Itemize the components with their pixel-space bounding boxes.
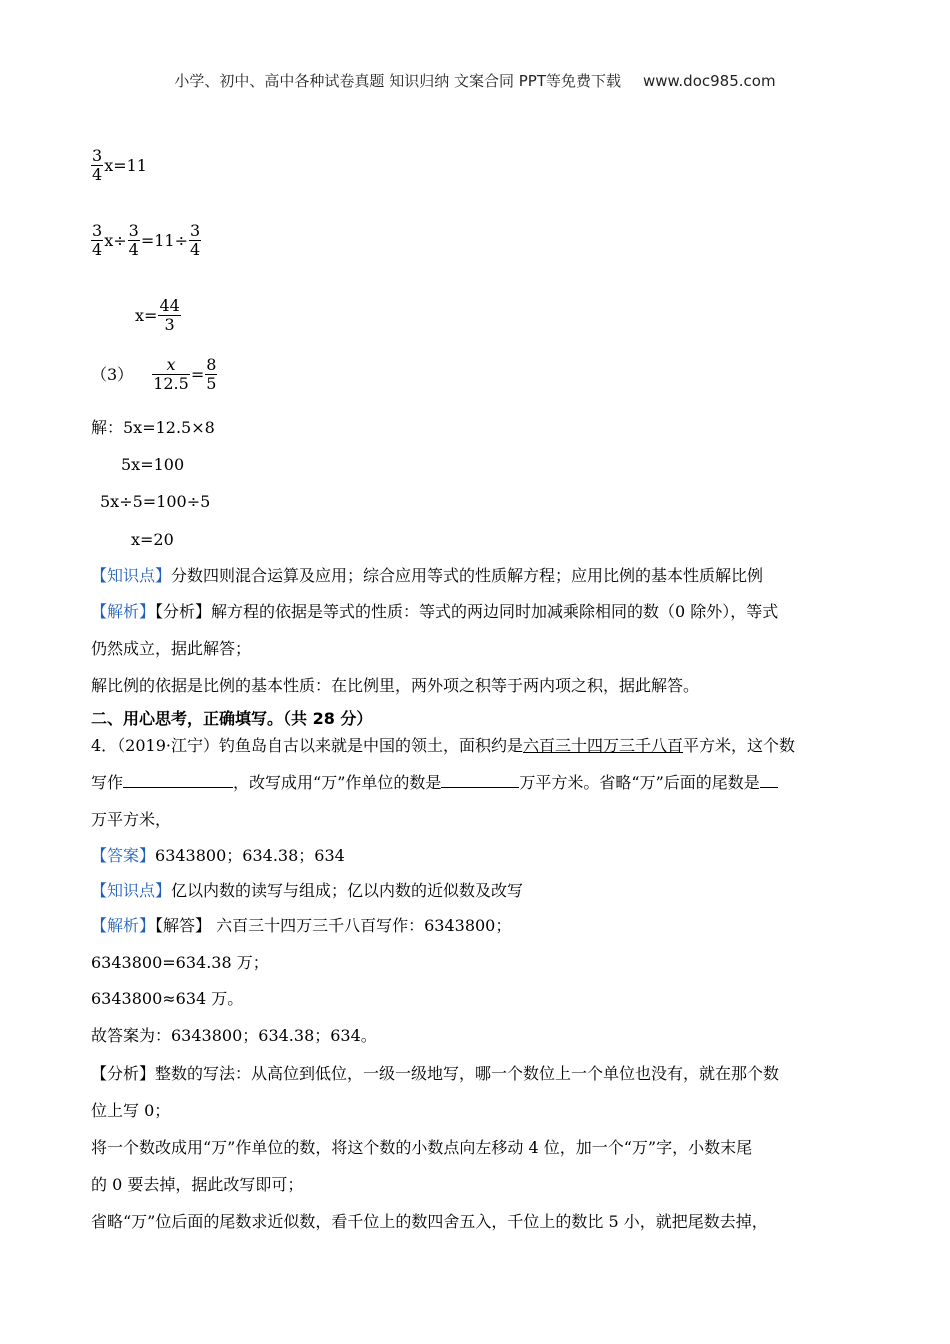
denominator: 4 (92, 165, 103, 184)
equation-text: =11÷ (140, 230, 188, 250)
analysis-text: 【分析】解方程的依据是等式的性质：等式的两边同时加减乘除相同的数（0 除外），等式 (155, 602, 779, 621)
fraction (128, 222, 140, 259)
knowledge-text: 亿以内数的读写与组成；亿以内数的近似数及改写 (171, 881, 524, 900)
section-title: 二、用心思考，正确填写。（共 28 分） (91, 709, 373, 728)
solution-step: 解：5x=12.5×8 (91, 418, 215, 437)
analysis-tag: 【解析】 (91, 916, 156, 935)
knowledge-point (91, 881, 523, 901)
question-4-line-3: 万平方米， (91, 810, 172, 829)
analysis-line: 位上写 0； (91, 1101, 171, 1120)
numerator: 44 (159, 296, 180, 315)
answer-blank (123, 773, 233, 788)
page-header (0, 70, 950, 91)
analysis-line (91, 602, 778, 622)
numerator: x (152, 356, 190, 375)
knowledge-tag: 【知识点】 (91, 566, 172, 585)
question-text: 4．（2019·江宁）钓鱼岛自古以来就是中国的领土，面积约是 (91, 736, 523, 755)
denominator: 12.5 (153, 374, 189, 393)
equation-4 (91, 356, 217, 393)
analysis-line: 仍然成立，据此解答； (91, 639, 252, 658)
analysis-line: 【分析】整数的写法：从高位到低位，一级一级地写，哪一个数位上一个单位也没有，就在那个数 (91, 1064, 780, 1083)
fraction (91, 222, 103, 259)
fraction (158, 297, 180, 334)
numerator: 3 (189, 221, 201, 240)
question-text: 万平方米。省略“万”后面的尾数是 (519, 773, 760, 792)
question-text: ，改写成用“万”作单位的数是 (233, 773, 442, 792)
answer-blank (760, 773, 778, 788)
analysis-line: 解比例的依据是比例的基本性质：在比例里，两外项之积等于两内项之积，据此解答。 (91, 676, 700, 695)
analysis-tag: 【解析】 (91, 602, 156, 621)
numerator: 3 (128, 221, 139, 240)
fraction (205, 356, 217, 393)
analysis-line: 6343800≈634 万。 (91, 989, 244, 1008)
underlined-text: 六百三十四万三千八百 (523, 736, 684, 755)
equation-3 (135, 297, 181, 334)
equation-text: x÷ (104, 230, 127, 250)
solution-step: 5x=100 (121, 455, 185, 474)
numerator: 3 (92, 146, 103, 165)
equation-2 (91, 222, 201, 259)
equation-1 (91, 147, 147, 184)
analysis-line: 的 0 要去掉，据此改写即可； (91, 1175, 304, 1194)
solution-step: x=20 (131, 530, 174, 549)
denominator: 4 (189, 240, 201, 259)
analysis-line: 省略“万”位后面的尾数求近似数，看千位上的数四舍五入，千位上的数比 5 小，就把尾数去掉， (91, 1212, 768, 1231)
analysis-text: 【解答】 六百三十四万三千八百写作：6343800； (155, 916, 512, 935)
answer-text: 6343800；634.38；634 (155, 846, 345, 865)
knowledge-text: 分数四则混合运算及应用；综合应用等式的性质解方程；应用比例的基本性质解比例 (171, 566, 764, 585)
equation-text: x= (135, 305, 158, 325)
numerator: 8 (206, 355, 217, 374)
analysis-line: 将一个数改成用“万”作单位的数，将这个数的小数点向左移动 4 位，加一个“万”字，小数末尾 (91, 1138, 753, 1157)
equals-sign: = (190, 364, 205, 384)
answer-tag: 【答案】 (91, 846, 156, 865)
numerator: 3 (92, 221, 103, 240)
equation-text: x=11 (104, 155, 147, 175)
knowledge-tag: 【知识点】 (91, 881, 172, 900)
analysis-line: 6343800=634.38 万； (91, 953, 269, 972)
denominator: 3 (164, 315, 175, 334)
analysis-line (91, 916, 511, 936)
knowledge-point (91, 566, 763, 586)
answer-line (91, 846, 345, 866)
analysis-line: 故答案为：6343800；634.38；634。 (91, 1026, 377, 1045)
answer-blank (441, 773, 519, 788)
header-site: www.doc985.com (642, 72, 776, 90)
question-text: 平方米，这个数 (683, 736, 796, 755)
question-4-line-1 (91, 736, 795, 756)
denominator: 5 (206, 374, 217, 393)
fraction (91, 147, 103, 184)
denominator: 4 (128, 240, 139, 259)
fraction (189, 222, 201, 259)
problem-label: （3） (91, 364, 134, 384)
fraction (152, 356, 190, 393)
question-text: 写作 (91, 773, 124, 792)
solution-step: 5x÷5=100÷5 (100, 492, 211, 511)
question-4-line-2 (91, 773, 778, 793)
header-text: 小学、初中、高中各种试卷真题 知识归纳 文案合同 PPT等免费下载 (174, 72, 621, 90)
denominator: 4 (92, 240, 103, 259)
